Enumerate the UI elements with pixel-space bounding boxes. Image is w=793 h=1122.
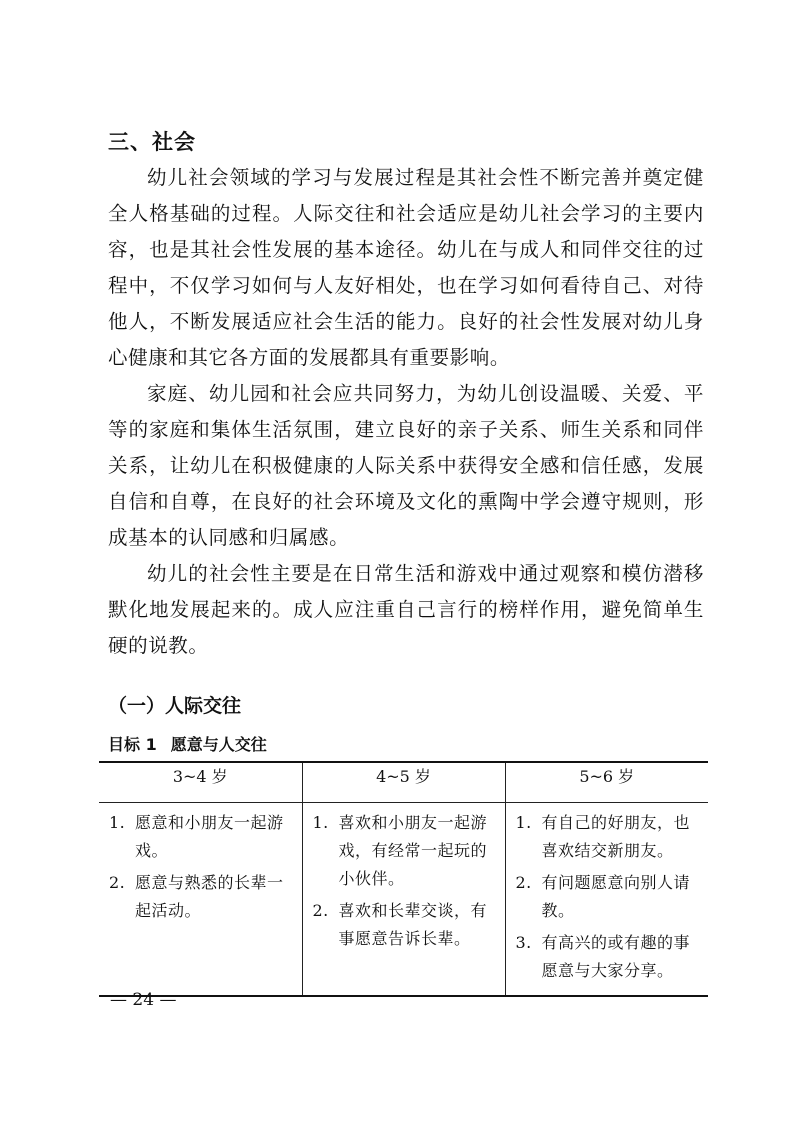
column-cell-5-6 <box>505 803 708 997</box>
column-header-3-4: 3~4 岁 <box>99 762 302 803</box>
goal-label: 目标 1 <box>108 735 157 754</box>
column-cell-4-5 <box>302 803 505 997</box>
body-text <box>108 160 704 664</box>
list-item: 2. 喜欢和长辈交谈，有事愿意告诉长辈。 <box>312 901 488 948</box>
goal-text: 愿意与人交往 <box>170 735 267 754</box>
list-item: 2. 愿意与熟悉的长辈一起活动。 <box>109 873 284 920</box>
paragraph: 家庭、幼儿园和社会应共同努力，为幼儿创设温暖、关爱、平等的家庭和集体生活氛围，建立良好的亲子关系、师生关系和同伴关系，让幼儿在积极健康的人际关系中获得安全感和信任感，发展自信和自尊，在良好的社会环境及文化的熏陶中学会遵守规则，形成基本的认同感和归属感。 <box>108 382 704 549</box>
goal-table <box>99 761 708 997</box>
subsection-title: （一）人际交往 <box>108 695 242 717</box>
list-item: 2. 有问题愿意向别人请教。 <box>515 873 691 920</box>
paragraph: 幼儿的社会性主要是在日常生活和游戏中通过观察和模仿潜移默化地发展起来的。成人应注重自己言行的榜样作用，避免简单生硬的说教。 <box>108 562 704 657</box>
list-item: 1. 愿意和小朋友一起游戏。 <box>109 813 284 860</box>
column-header-4-5: 4~5 岁 <box>302 762 505 803</box>
goal-heading <box>108 733 267 757</box>
page-number: — 24 — <box>110 990 177 1010</box>
section-title: 三、社会 <box>108 130 196 154</box>
table-header-row <box>99 762 708 803</box>
list-item: 3. 有高兴的或有趣的事愿意与大家分享。 <box>515 933 691 980</box>
table-row <box>99 803 708 997</box>
list-item: 1. 有自己的好朋友，也喜欢结交新朋友。 <box>515 813 691 860</box>
column-header-5-6: 5~6 岁 <box>505 762 708 803</box>
list-item: 1. 喜欢和小朋友一起游戏，有经常一起玩的小伙伴。 <box>312 813 488 888</box>
column-cell-3-4 <box>99 803 302 997</box>
paragraph: 幼儿社会领域的学习与发展过程是其社会性不断完善并奠定健全人格基础的过程。人际交往和社会适应是幼儿社会学习的主要内容，也是其社会性发展的基本途径。幼儿在与成人和同伴交往的过程中，不仅学习如何与人友好相处，也在学习如何看待自己、对待他人，不断发展适应社会生活的能力。良好的社会性发展对幼儿身心健康和其它各方面的发展都具有重要影响。 <box>108 166 704 369</box>
